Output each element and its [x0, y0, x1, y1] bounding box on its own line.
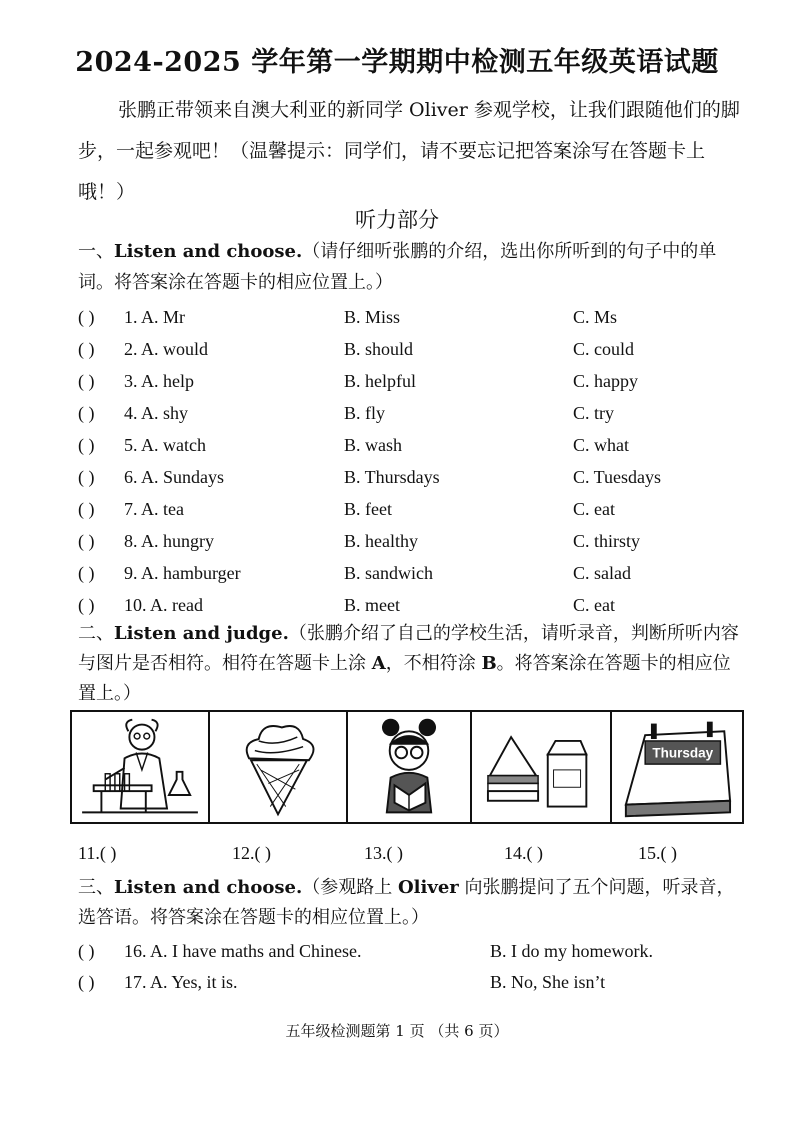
answer-paren: ( ) [78, 339, 95, 359]
option-c: C. Ms [573, 307, 618, 327]
part3-name: Oliver [398, 877, 459, 898]
option-a: 9. A. hamburger [124, 563, 241, 583]
scientist-picture-icon [70, 710, 210, 824]
sandwich-milk-picture-icon [470, 710, 612, 824]
answer-paren: ( ) [78, 972, 95, 992]
option-a: 17. A. Yes, it is. [124, 972, 238, 992]
part2-picture-strip [70, 710, 746, 828]
answer-paren: ( ) [78, 595, 95, 615]
answer-paren: ( ) [78, 467, 95, 487]
option-c: C. eat [573, 499, 615, 519]
question-row-7 [78, 499, 742, 529]
option-a: 8. A. hungry [124, 531, 214, 551]
answer-blank-11: 11.( ) [78, 843, 117, 863]
part1-label: Listen and choose. [114, 241, 303, 262]
option-b: B. No, She isn’t [490, 972, 606, 992]
question-row-8 [78, 531, 742, 561]
part2-letter-b: B [481, 653, 497, 674]
option-a: 1. A. Mr [124, 307, 186, 327]
part3-instruction [78, 873, 742, 933]
option-b: B. Thursdays [344, 467, 440, 487]
option-b: B. should [344, 339, 414, 359]
answer-paren: ( ) [78, 435, 95, 455]
answer-blank-14: 14.( ) [504, 843, 543, 863]
question-row-16 [78, 941, 742, 971]
option-b: B. feet [344, 499, 392, 519]
option-c: C. try [573, 403, 615, 423]
question-row-6 [78, 467, 742, 497]
part1-instruction [78, 236, 742, 298]
part2-instruction-text-2: ，不相符涂 [385, 653, 482, 674]
exam-title: 2024-2025 学年第一学期期中检测五年级英语试题 [75, 47, 719, 78]
page-footer: 五年级检测题第 1 页 （共 6 页） [285, 1022, 509, 1040]
part2-instruction [78, 619, 742, 709]
option-a: 2. A. would [124, 339, 209, 359]
part2-label: Listen and judge. [114, 623, 289, 644]
part3-label: Listen and choose. [114, 877, 303, 898]
option-b: B. sandwich [344, 563, 433, 583]
answer-paren: ( ) [78, 371, 95, 391]
option-a: 3. A. help [124, 371, 194, 391]
option-c: C. could [573, 339, 634, 359]
part2-prefix: 二、 [78, 623, 114, 644]
question-row-5 [78, 435, 742, 465]
ice-cream-picture-icon [208, 710, 348, 824]
question-row-1 [78, 307, 742, 337]
option-c: C. thirsty [573, 531, 641, 551]
question-row-3 [78, 371, 742, 401]
answer-paren: ( ) [78, 499, 95, 519]
part1-prefix: 一、 [78, 241, 114, 262]
part3-instruction-text-2: 向张鹏提问了五个问题，听录音，选答语。将答案涂在答题卡的相应位置上。） [78, 877, 735, 928]
answer-paren: ( ) [78, 307, 95, 327]
part2-letter-a: A [371, 653, 386, 674]
answer-paren: ( ) [78, 563, 95, 583]
option-b: B. I do my homework. [490, 941, 653, 961]
answer-blank-15: 15.( ) [638, 843, 677, 863]
answer-blank-12: 12.( ) [232, 843, 271, 863]
part3-instruction-text-1: （参观路上 [302, 877, 398, 898]
answer-paren: ( ) [78, 531, 95, 551]
answer-paren: ( ) [78, 403, 95, 423]
option-b: B. meet [344, 595, 400, 615]
option-c: C. eat [573, 595, 615, 615]
part2-instruction-text-3: 。将答案涂在答题卡的相应位置上。） [78, 653, 731, 704]
part3-prefix: 三、 [78, 877, 114, 898]
option-b: B. fly [344, 403, 386, 423]
listening-section-heading: 听力部分 [355, 208, 439, 232]
option-b: B. wash [344, 435, 402, 455]
option-a: 7. A. tea [124, 499, 184, 519]
girl-reading-picture-icon [346, 710, 472, 824]
calendar-picture-icon [610, 710, 744, 824]
question-row-17 [78, 972, 742, 1002]
option-a: 16. A. I have maths and Chinese. [124, 941, 362, 961]
part2-instruction-text-1: （张鹏介绍了自己的学校生活，请听录音，判断所听内容与图片是否相符。相符在答题卡上涂 [78, 623, 739, 674]
option-b: B. helpful [344, 371, 416, 391]
option-b: B. healthy [344, 531, 418, 551]
answer-paren: ( ) [78, 941, 95, 961]
part2-answer-row [0, 843, 794, 871]
answer-blank-13: 13.( ) [364, 843, 403, 863]
option-c: C. salad [573, 563, 631, 583]
option-a: 6. A. Sundays [124, 467, 225, 487]
option-a: 5. A. watch [124, 435, 206, 455]
option-a: 4. A. shy [124, 403, 189, 423]
option-b: B. Miss [344, 307, 401, 327]
question-row-4 [78, 403, 742, 433]
option-c: C. what [573, 435, 629, 455]
option-c: C. Tuesdays [573, 467, 662, 487]
question-row-9 [78, 563, 742, 593]
intro-paragraph: 张鹏正带领来自澳大利亚的新同学 Oliver 参观学校，让我们跟随他们的脚步，一起参观吧！（温馨提示：同学们，请不要忘记把答案涂写在答题卡上哦！） [78, 99, 740, 203]
calendar-day-text: Thursday [652, 745, 714, 761]
option-a: 10. A. read [124, 595, 203, 615]
part1-instruction-text: （请仔细听张鹏的介绍，选出你所听到的句子中的单词。将答案涂在答题卡的相应位置上。） [78, 241, 717, 293]
option-c: C. happy [573, 371, 638, 391]
question-row-2 [78, 339, 742, 369]
